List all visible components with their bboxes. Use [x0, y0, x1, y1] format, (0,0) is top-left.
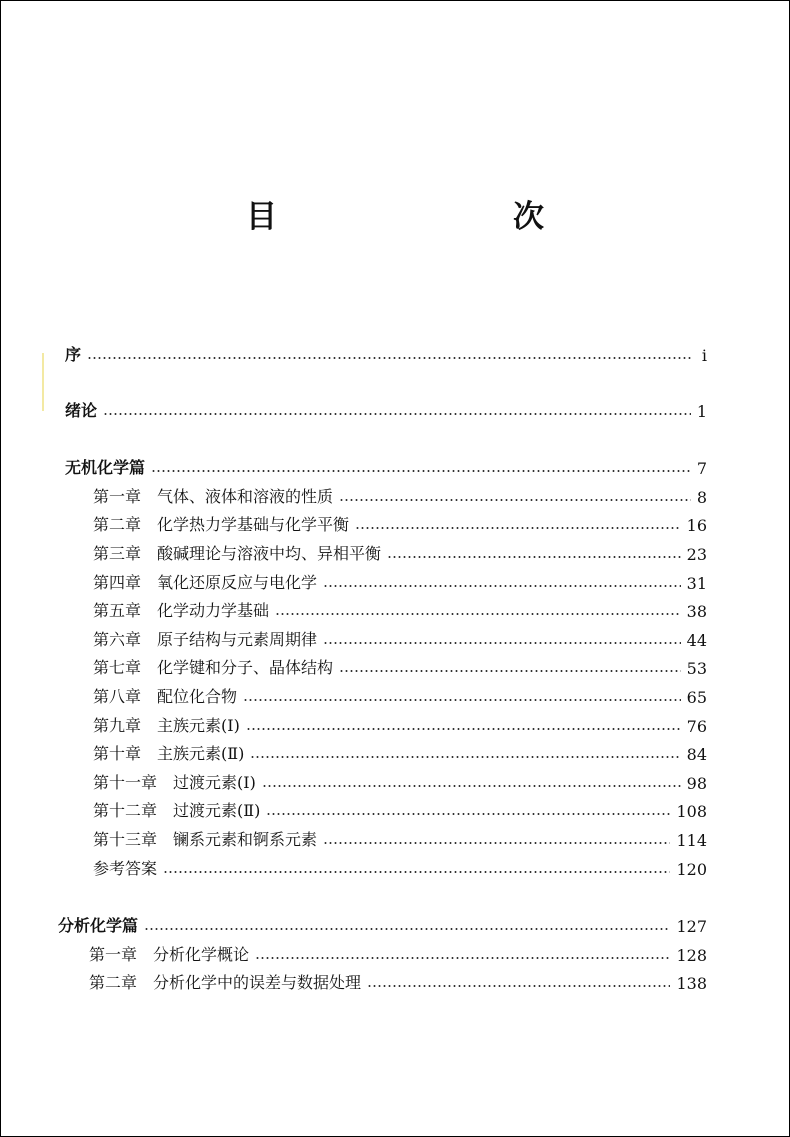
leader-dots — [262, 785, 681, 787]
toc-entry-part2[interactable] — [58, 910, 707, 936]
toc-entry-chapter[interactable] — [93, 767, 707, 793]
toc-entry-preface[interactable] — [65, 339, 707, 365]
toc-label: 第七章 化学键和分子、晶体结构 — [93, 658, 334, 677]
leader-dots — [144, 928, 670, 930]
toc-label: 第六章 原子结构与元素周期律 — [93, 630, 318, 649]
leader-dots — [387, 556, 681, 558]
toc-page-number: 44 — [686, 631, 707, 650]
toc-page-number: 114 — [676, 831, 707, 850]
leader-dots — [250, 756, 680, 758]
toc-entry-chapter[interactable] — [93, 738, 707, 764]
leader-dots — [275, 613, 681, 615]
toc-label: 第十一章 过渡元素(Ⅰ) — [93, 773, 256, 792]
toc-label: 第二章 化学热力学基础与化学平衡 — [93, 515, 350, 534]
toc-label: 第十章 主族元素(Ⅱ) — [93, 744, 245, 763]
toc-entry-chapter[interactable] — [93, 681, 707, 707]
toc-entry-chapter[interactable] — [89, 967, 707, 993]
toc-page-number: 16 — [686, 516, 707, 535]
toc-label: 第五章 化学动力学基础 — [93, 601, 270, 620]
leader-dots — [323, 585, 681, 587]
toc-page-number: i — [701, 346, 707, 365]
toc-label: 第二章 分析化学中的误差与数据处理 — [89, 973, 362, 992]
leader-dots — [323, 842, 670, 844]
toc-page-number: 84 — [686, 745, 707, 764]
highlight-mark — [42, 353, 44, 411]
toc-label: 序 — [65, 345, 82, 364]
toc-label: 无机化学篇 — [65, 458, 146, 477]
leader-dots — [246, 728, 681, 730]
toc-page-number: 128 — [676, 946, 707, 965]
toc-label: 第三章 酸碱理论与溶液中均、异相平衡 — [93, 544, 382, 563]
toc-page-number: 53 — [686, 659, 707, 678]
toc-page-number: 1 — [696, 402, 707, 421]
leader-dots — [355, 527, 681, 529]
toc-page-number: 127 — [676, 917, 707, 936]
toc-entry-intro[interactable] — [65, 395, 707, 421]
toc-page-number: 23 — [686, 545, 707, 564]
toc-page-number: 76 — [686, 717, 707, 736]
leader-dots — [339, 499, 691, 501]
leader-dots — [163, 871, 670, 873]
toc-entry-chapter[interactable] — [89, 939, 707, 965]
toc-entry-part1[interactable] — [65, 452, 707, 478]
toc-label: 第十二章 过渡元素(Ⅱ) — [93, 801, 261, 820]
toc-entry-chapter[interactable] — [93, 481, 707, 507]
toc-page-number: 120 — [676, 860, 707, 879]
toc-page-number: 108 — [676, 802, 707, 821]
leader-dots — [151, 470, 691, 472]
toc-label: 绪论 — [65, 401, 98, 420]
toc-page-number: 98 — [686, 774, 707, 793]
toc-page-number: 31 — [686, 574, 707, 593]
toc-entry-chapter[interactable] — [93, 538, 707, 564]
toc-label: 第九章 主族元素(Ⅰ) — [93, 716, 240, 735]
leader-dots — [367, 985, 670, 987]
toc-label: 第一章 分析化学概论 — [89, 945, 250, 964]
toc-label: 第十三章 镧系元素和锕系元素 — [93, 830, 318, 849]
toc-page-number: 7 — [696, 459, 707, 478]
toc-page-number: 8 — [696, 488, 707, 507]
toc-entry-chapter[interactable] — [93, 567, 707, 593]
toc-entry-chapter[interactable] — [93, 509, 707, 535]
toc-entry-chapter[interactable] — [93, 710, 707, 736]
leader-dots — [255, 957, 670, 959]
toc-label: 第一章 气体、液体和溶液的性质 — [93, 487, 334, 506]
toc-label: 分析化学篇 — [58, 916, 139, 935]
leader-dots — [323, 642, 681, 644]
toc-entry-chapter[interactable] — [93, 624, 707, 650]
toc-label: 第四章 氧化还原反应与电化学 — [93, 573, 318, 592]
toc-entry-chapter[interactable] — [93, 824, 707, 850]
toc-entry-chapter[interactable] — [93, 795, 707, 821]
toc-page-number: 65 — [686, 688, 707, 707]
leader-dots — [103, 413, 691, 415]
toc-entry-answers[interactable] — [93, 853, 707, 879]
toc-page-number: 138 — [676, 974, 707, 993]
leader-dots — [243, 699, 681, 701]
toc-label: 参考答案 — [93, 859, 158, 878]
toc-entry-chapter[interactable] — [93, 595, 707, 621]
toc-entry-chapter[interactable] — [93, 652, 707, 678]
leader-dots — [339, 670, 681, 672]
toc-label: 第八章 配位化合物 — [93, 687, 238, 706]
page-title: 目 次 — [246, 199, 602, 235]
leader-dots — [266, 813, 670, 815]
leader-dots — [87, 357, 691, 359]
toc-page-number: 38 — [686, 602, 707, 621]
